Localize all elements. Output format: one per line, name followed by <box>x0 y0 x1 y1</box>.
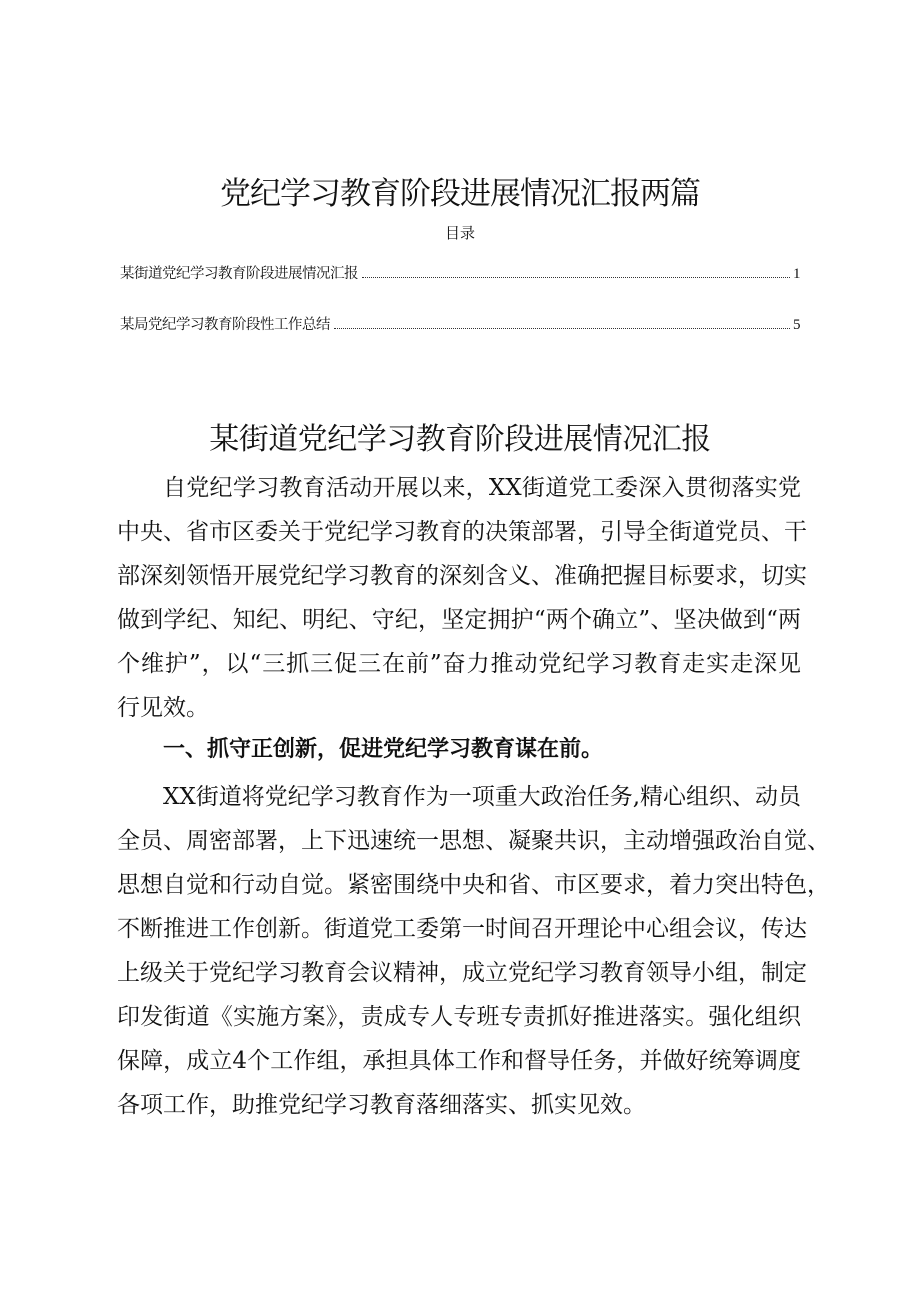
toc-leader-dots <box>362 277 790 278</box>
toc-entry-label: 某街道党纪学习教育阶段进展情况汇报 <box>120 266 358 282</box>
subsection-heading: 一、抓守正创新，促进党纪学习教育谋在前。 <box>163 737 604 762</box>
toc-entry-page: 5 <box>793 317 800 333</box>
paragraph-body <box>117 775 830 1127</box>
text-line: 思想自觉和行动自觉。紧密围绕中央和省、市区要求，着力突出特色， <box>117 872 830 898</box>
text-line: XX街道将党纪学习教育作为一项重大政治任务,精心组织、动员 <box>163 784 802 810</box>
toc-entry[interactable] <box>120 262 800 283</box>
document-title: 党纪学习教育阶段进展情况汇报两篇 <box>220 176 700 212</box>
text-line: 各项工作，助推党纪学习教育落细落实、抓实见效。 <box>117 1092 646 1118</box>
text-line: 部深刻领悟开展党纪学习教育的深刻含义、准确把握目标要求，切实 <box>117 563 807 589</box>
text-line: 个维护”，以“三抓三促三在前”奋力推动党纪学习教育走实走深见 <box>117 651 801 677</box>
toc-entry-page: 1 <box>793 266 800 282</box>
text-line: 做到学纪、知纪、明纪、守纪，坚定拥护“两个确立”、坚决做到“两 <box>117 607 801 633</box>
text-line: 中央、省市区委关于党纪学习教育的决策部署，引导全街道党员、干 <box>117 519 807 545</box>
text-line: 不断推进工作创新。街道党工委第一时间召开理论中心组会议，传达 <box>117 916 807 942</box>
section-title: 某街道党纪学习教育阶段进展情况汇报 <box>209 422 711 457</box>
toc-entry[interactable] <box>120 313 800 334</box>
toc-entry-label: 某局党纪学习教育阶段性工作总结 <box>120 317 330 333</box>
text-line: 行见效。 <box>117 695 209 721</box>
paragraph-intro <box>117 466 807 730</box>
toc-heading: 目录 <box>444 224 475 242</box>
toc-leader-dots <box>334 328 790 329</box>
text-line: 保障，成立4个工作组，承担具体工作和督导任务，并做好统筹调度 <box>117 1048 801 1074</box>
text-line: 印发街道《实施方案》，责成专人专班专责抓好推进落实。强化组织 <box>117 1004 801 1030</box>
text-line: 自党纪学习教育活动开展以来，XX街道党工委深入贯彻落实党 <box>163 475 801 501</box>
text-line: 上级关于党纪学习教育会议精神，成立党纪学习教育领导小组，制定 <box>117 960 807 986</box>
text-line: 全员、周密部署，上下迅速统一思想、凝聚共识，主动增强政治自觉、 <box>117 828 830 854</box>
